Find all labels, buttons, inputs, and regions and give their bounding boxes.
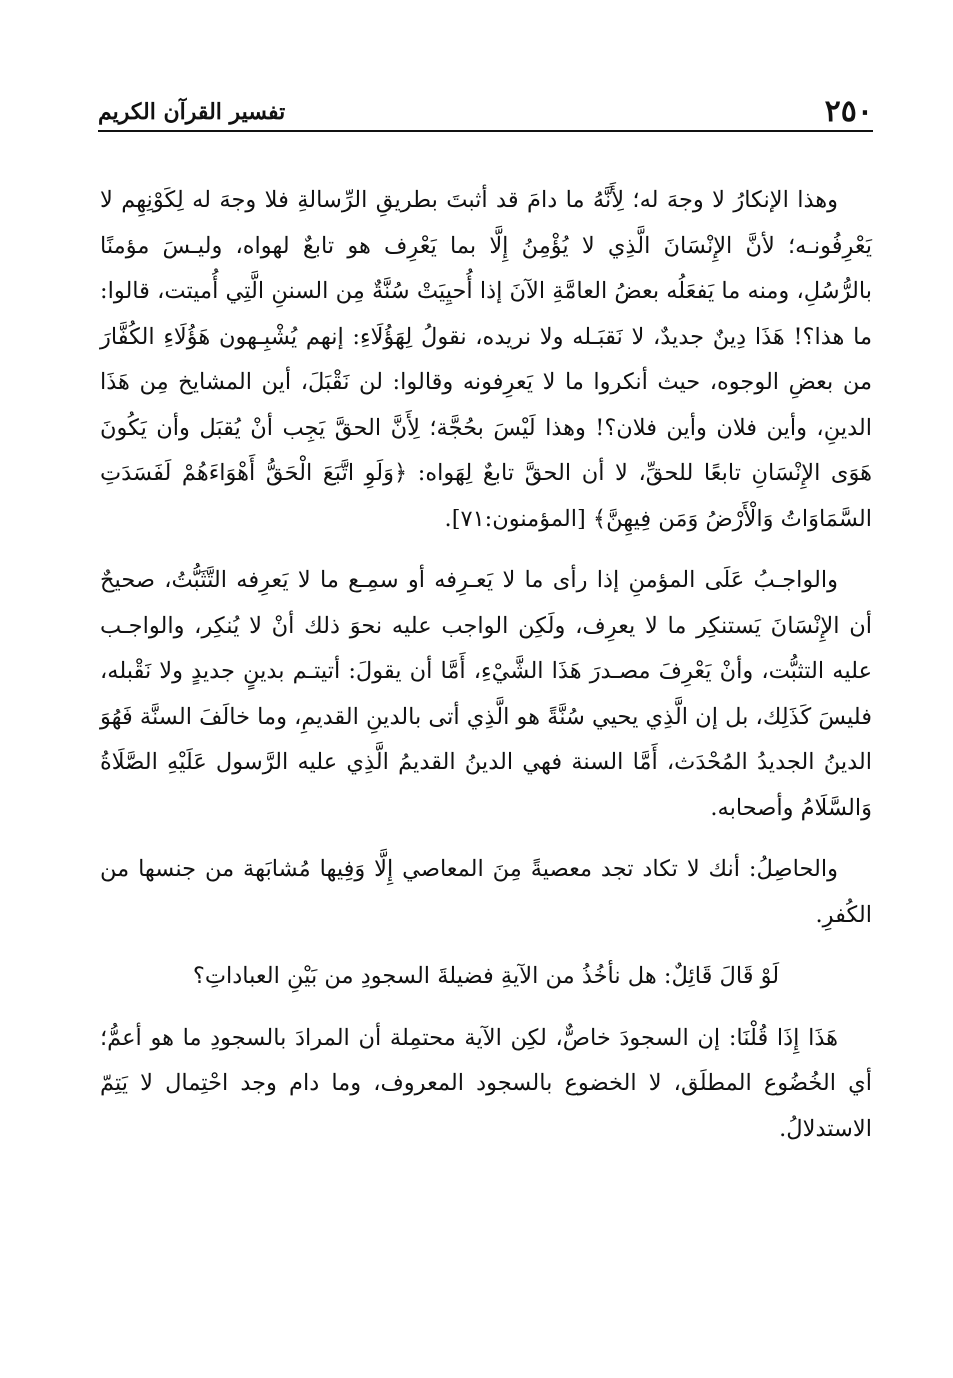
page-header [98, 92, 873, 132]
book-title: تفسير القرآن الكريم [98, 99, 286, 125]
question-line: لَوْ قَالَ قَائِلٌ: هل نأخُذُ من الآيةِ فضيلةَ السجودِ من بَيْنِ العباداتِ؟ [192, 963, 780, 989]
paragraph-2: والواجـبُ عَلَى المؤمنِ إذا رأى ما لا يَعـرِفه أو سمِـع ما لا يَعرِفه التَّثَبُّتُ، صحيحٌ أن الإِنْسَانَ يَستنكِر ما لا يعرِف، ولَكِن الواجب عليه نحوَ ذلك أنْ لا يُنكِر، والواجـب عليه التثبُّت، وأنْ يَعْرِفَ مصـدرَ هَذَا الشَّيْءِ، أَمَّا أن يقولَ: أتيتـم بدينٍ جديدٍ ولا نَقْبله، فليسَ كَذَلِك، بل إن الَّذِي يحيي سُنَّةً هو الَّذِي أتى بالدينِ القديمِ، وما خالَفَ السنَّة فَهُوَ الدينُ الجديدُ المُحْدَث، أَمَّا السنة فهي الدينُ القديمُ الَّذِي عليه الرَّسول عَلَيْهِ الصَّلَاةُ وَالسَّلَامُ وأصحابه. [100, 567, 872, 821]
paragraph-1 [100, 178, 872, 542]
header-divider [98, 130, 873, 132]
answer-paragraph: هَذَا إِذَا قُلْنَا: إن السجودَ خاصٌّ، لكِن الآية محتمِلة أن المرادَ بالسجودِ ما هو أعمُّ؛ أي الخُضُوع المطلَق، لا الخضوع بالسجود المعروف، وما دام وجد احْتِمال لا يَتِمّ الاستدلالُ. [100, 1024, 872, 1142]
page-number: ٢٥٠ [824, 94, 873, 129]
quran-verse: ﴿وَلَوِ اتَّبَعَ الْحَقُّ أَهْوَاءَهُمْ لَفَسَدَتِ السَّمَاوَاتُ وَالْأَرْضُ وَمَن فِيهِنَّ﴾ [100, 460, 872, 532]
page-body [100, 178, 872, 1152]
paragraph-3: والحاصِلُ: أنك لا تكاد تجد معصيةً مِنَ المعاصي إِلَّا وَفِيها مُشابَهة من جنسها من الكُفرِ. [100, 856, 872, 928]
paragraph-1-text: وهذا الإنكارُ لا وجهَ له؛ لِأَنَّهُ ما دامَ قد أثبتَ بطريقِ الرِّسالةِ فلا وجهَ له لِكَوْنِهِم لا يَعْرِفُونـه؛ لأنَّ الإِنْسَانَ الَّذِي لا يُؤْمِنُ إِلَّا بما يَعْرِف هو تابعٌ لهواه، وليـسَ مؤمنًا بالرُّسُلِ، ومنه ما يَفعَلُه بعضُ العامَّةِ الآنَ إذا أُحيِيَتْ سُنَّةٌ مِن السننِ الَّتِي أُميتت، قالوا: ما هذا؟! هَذَا دِينٌ جديدٌ، لا نَقبَـله ولا نريده، نقولُ لِهَؤُلَاءِ: إنهم يُشْبِـهون هَؤُلَاءِ الكُفَّارَ من بعضِ الوجوه، حيث أنكروا ما لا يَعرِفونه وقالوا: لن نَقْبَلَ، أين المشايخ مِن هَذَا الدينِ، وأين فلان وأين فلان؟! وهذا لَيْسَ بحُجَّة؛ لِأَنَّ الحقَّ يَجِب أنْ يُقبَل وأن يَكُونَ هَوَى الإِنْسَانِ تابعًا للحقِّ، لا أن الحقَّ تابعٌ لِهَواه: [100, 187, 873, 486]
verse-reference: [المؤمنون:٧١]. [444, 505, 586, 532]
